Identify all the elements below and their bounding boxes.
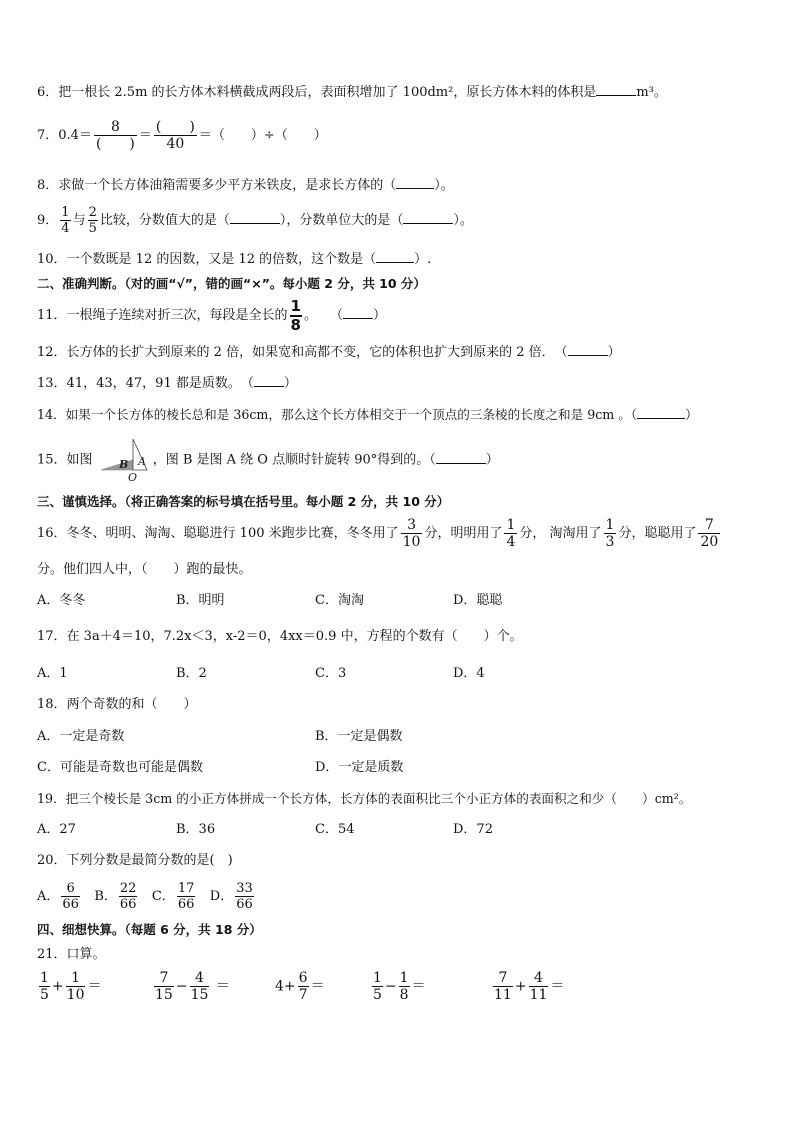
q16-line-2: 分。他们四人中，（ ）跑的最快。 [37,562,252,577]
q17-option-a[interactable]: A．1 [37,666,68,681]
q7-f1-denominator[interactable]: ( ) [95,136,135,152]
calc-5-equals: ＝ [550,978,565,995]
calc-2-a-den: 15 [155,987,173,1003]
q7-fraction-1 [94,120,137,151]
question-17: 17．在 3a＋4＝10，7.2x＜3，x-2＝0，4xx＝0.9 中，方程的个数有（ ）个。 [37,629,523,644]
q9-f1-numerator: 1 [61,205,70,220]
q13-text: 13．41，43，47，91 都是质数。 （ [37,376,254,391]
question-16 [37,514,722,554]
q20-a-numerator: 6 [61,882,80,897]
question-9 [37,203,473,239]
q7-fraction-2 [154,120,197,151]
section-4-heading: 四、细想快算。（每题 6 分，共 18 分） [37,922,262,937]
q10-tail: ）. [414,252,432,267]
q17-option-b[interactable]: B．2 [176,666,207,681]
q8-answer-blank[interactable] [396,176,434,189]
q14-text: 14．如果一个长方体的棱长总和是 36cm，那么这个长方体相交于一个顶点的三条棱的长度之和是 9cm 。（ [37,407,638,422]
q16-f4-numerator: 7 [698,518,720,534]
figure-label-b: B [118,458,128,471]
q19-option-d[interactable]: D．72 [453,822,493,837]
q20-option-c-label: C． [151,889,175,904]
q20-option-c[interactable] [151,881,198,912]
calc-3-equals: ＝ [310,978,325,995]
calc-2-operator: − [175,978,188,995]
rotation-figure [97,438,153,482]
calc-5-a-num: 7 [493,971,513,987]
q20-option-b[interactable] [94,881,139,912]
q20-option-a-label: A． [37,889,60,904]
calc-3-b-den: 7 [298,987,308,1003]
q10-answer-blank[interactable] [376,250,414,263]
question-8 [37,176,454,194]
q16-f4-denominator: 20 [700,534,719,550]
q20-options [37,877,256,917]
q20-option-b-label: B． [94,889,117,904]
q11-fraction [290,296,302,334]
q17-option-d[interactable]: D．4 [453,666,485,681]
question-18: 18．两个奇数的和（ ） [37,697,197,712]
q20-option-d[interactable] [209,881,256,912]
q19-option-b[interactable]: B．36 [176,822,216,837]
q13-tail: ） [283,376,297,391]
q16-fraction-1 [401,518,423,549]
q16-fraction-2 [504,518,517,549]
question-12 [37,343,621,361]
q20-b-numerator: 22 [119,881,137,896]
q15-tail: ） [485,452,499,468]
q20-option-d-label: D． [209,889,234,904]
section-3-heading: 三、谨慎选择。（将正确答案的标号填在括号里。每小题 2 分，共 10 分） [37,494,450,509]
q16-f3-denominator: 3 [605,534,615,550]
q6-answer-blank[interactable] [596,83,636,96]
question-15 [37,438,499,483]
q18-option-d[interactable]: D．一定是质数 [315,760,404,775]
q9-fraction-2 [88,206,98,235]
q16-option-c[interactable]: C．淘淘 [315,593,364,608]
q18-option-c[interactable]: C．可能是奇数也可能是偶数 [37,760,203,775]
q16-fraction-3 [604,518,617,549]
calc-3-fraction-b [298,971,309,1002]
calc-4-fraction-b [399,971,410,1002]
calc-5-fraction-a [493,971,513,1002]
q6-text: 6．把一根长 2.5m 的长方体木料横截成两段后，表面积增加了 100dm²，原长方体木料的体积是 [37,85,597,100]
q7-f1-numerator: 8 [94,120,137,136]
q8-text: 8．求做一个长方体油箱需要多少平方米铁皮，是求长方体的（ [37,178,397,193]
q18-option-b[interactable]: B．一定是偶数 [315,729,403,744]
q20-d-denominator: 66 [236,897,253,912]
q20-c-numerator: 17 [177,881,195,896]
question-13 [37,374,297,392]
calc-3-operator: + [283,978,296,995]
q13-answer-blank[interactable] [254,374,284,387]
q16-f1-numerator: 3 [401,518,423,534]
calc-item-2[interactable] [152,971,230,1002]
calc-4-operator: − [384,978,397,995]
calc-1-a-den: 5 [40,987,49,1003]
calc-5-operator: + [514,978,527,995]
calc-2-equals: ＝ [215,978,230,995]
question-11 [37,296,386,336]
q20-option-c-fraction [177,882,196,911]
calc-3-b-num: 6 [298,970,308,986]
calc-2-b-num: 4 [190,971,210,987]
q20-d-numerator: 33 [236,881,253,896]
q9-answer-blank-2[interactable] [403,211,453,224]
calc-1-a-num: 1 [40,970,49,986]
calc-3-whole: 4 [275,978,284,995]
calc-4-a-den: 5 [373,987,382,1003]
q7-tail: ＝（ ）÷（ ） [198,128,327,143]
q11-text: 11．一根绳子连续对折三次，每段是全长的 [37,308,288,323]
q9-f1-denominator: 4 [61,221,70,236]
calc-4-equals: ＝ [411,978,426,995]
q6-unit: m³。 [636,85,667,100]
calc-item-5[interactable] [491,971,564,1002]
q12-answer-blank[interactable] [568,343,608,356]
q16-t2: 分， 淘淘用了 [519,526,602,541]
q14-answer-blank[interactable] [637,406,685,419]
q12-text: 12．长方体的长扩大到原来的 2 倍，如果宽和高都不变，它的体积也扩大到原来的 2 倍． （ [37,345,568,360]
calc-2-a-num: 7 [154,971,174,987]
q16-t1: 分，明明用了 [424,526,503,541]
q9-f2-denominator: 5 [88,221,97,236]
q7-f2-numerator[interactable]: ( ) [155,119,195,135]
q9-prefix: 9． [37,213,59,228]
calc-4-a-num: 1 [373,970,382,986]
calc-item-4[interactable] [370,971,426,1002]
q20-option-b-fraction [119,882,138,911]
calc-4-b-num: 1 [399,970,409,986]
calc-1-b-num: 1 [66,971,86,987]
q11-numerator: 1 [290,296,301,315]
q20-option-a-fraction [61,882,80,911]
q16-option-b[interactable]: B．明明 [176,593,225,608]
q18-option-a[interactable]: A．一定是奇数 [37,729,125,744]
calc-1-fraction-a [39,971,50,1002]
calc-4-fraction-a [372,971,383,1002]
calc-1-equals: ＝ [87,978,102,995]
calc-item-3[interactable] [275,971,325,1002]
calc-5-b-den: 11 [529,987,548,1003]
q16-f2-denominator: 4 [506,534,516,550]
q19-option-a[interactable]: A．27 [37,822,76,837]
q17-option-c[interactable]: C．3 [315,666,347,681]
q9-answer-blank-1[interactable] [230,211,280,224]
q9-mid-2: 比较，分数值大的是（ [99,213,230,228]
question-6 [37,83,667,101]
q9-mid-1: 与 [72,213,86,228]
q9-f2-numerator: 2 [88,205,97,220]
calc-item-1[interactable] [37,971,101,1002]
q9-mid-3: ），分数单位大的是（ [279,213,404,228]
q16-option-a[interactable]: A．冬冬 [37,593,86,608]
q16-f3-numerator: 1 [605,517,615,533]
q16-option-d[interactable]: D．聪聪 [453,593,503,608]
section-2-heading: 二、准确判断。（对的画“√”，错的画“×”。每小题 2 分，共 10 分） [37,276,426,291]
calc-5-fraction-b [529,971,549,1002]
question-14 [37,406,698,423]
calc-5-b-num: 4 [529,971,549,987]
question-10 [37,250,431,268]
q15-text: ，图 B 是图 A 绕 O 点顺时针旋转 90°得到的。（ [152,452,436,468]
question-7: 7．0.4＝ $\frac{8}{( )}$ ＝ $\frac{( )}{40}$ ＝（ ）÷（ ） [37,119,327,152]
q11-mid: 。 （ [303,308,343,323]
q8-tail: ）。 [434,178,454,193]
q10-text: 10．一个数既是 12 的因数，又是 12 的倍数，这个数是（ [37,252,377,267]
calc-4-b-den: 8 [399,987,409,1003]
q20-c-denominator: 66 [177,897,195,912]
question-20: 20．下列分数是最简分数的是( ) [37,853,233,868]
q20-option-a[interactable] [37,881,82,912]
q11-denominator: 8 [290,315,301,334]
q16-fraction-4 [698,518,720,549]
calc-2-b-den: 15 [190,987,209,1003]
q19-option-c[interactable]: C．54 [315,822,355,837]
q7-prefix: 7．0.4＝ [37,128,92,143]
q9-tail: ）。 [453,213,473,228]
calc-1-b-den: 10 [66,987,85,1003]
q15-prefix: 15．如图 [37,452,93,468]
question-19: 19．把三个棱长是 3cm 的小正方体拼成一个长方体，长方体的表面积比三个小正方体的表面积之和少（ ）cm²。 [37,791,692,806]
q20-option-d-fraction [235,882,254,911]
q16-t3: 分，聪聪用了 [618,526,697,541]
figure-label-a: A [137,455,146,468]
question-21: 21．口算。 [37,947,106,962]
calc-2-fraction-a [154,971,174,1002]
q20-a-denominator: 66 [62,897,79,912]
figure-label-o: O [127,471,137,482]
q14-tail: ） [685,407,698,422]
q20-b-denominator: 66 [119,897,137,912]
calc-1-fraction-b [66,971,86,1002]
q12-tail: ） [607,345,621,360]
calc-1-operator: + [51,978,64,995]
q11-tail: ） [373,308,387,323]
q16-prefix: 16．冬冬、明明、淘淘、聪聪进行 100 米跑步比赛，冬冬用了 [37,526,399,541]
calc-5-a-den: 11 [494,987,512,1003]
calc-2-fraction-b [190,971,210,1002]
q16-f1-denominator: 10 [402,534,421,550]
q11-answer-blank[interactable] [343,306,373,319]
q9-fraction-1 [60,206,70,235]
q7-f2-denominator: 40 [166,136,185,152]
q16-f2-numerator: 1 [506,517,516,533]
q15-answer-blank[interactable] [436,451,486,464]
